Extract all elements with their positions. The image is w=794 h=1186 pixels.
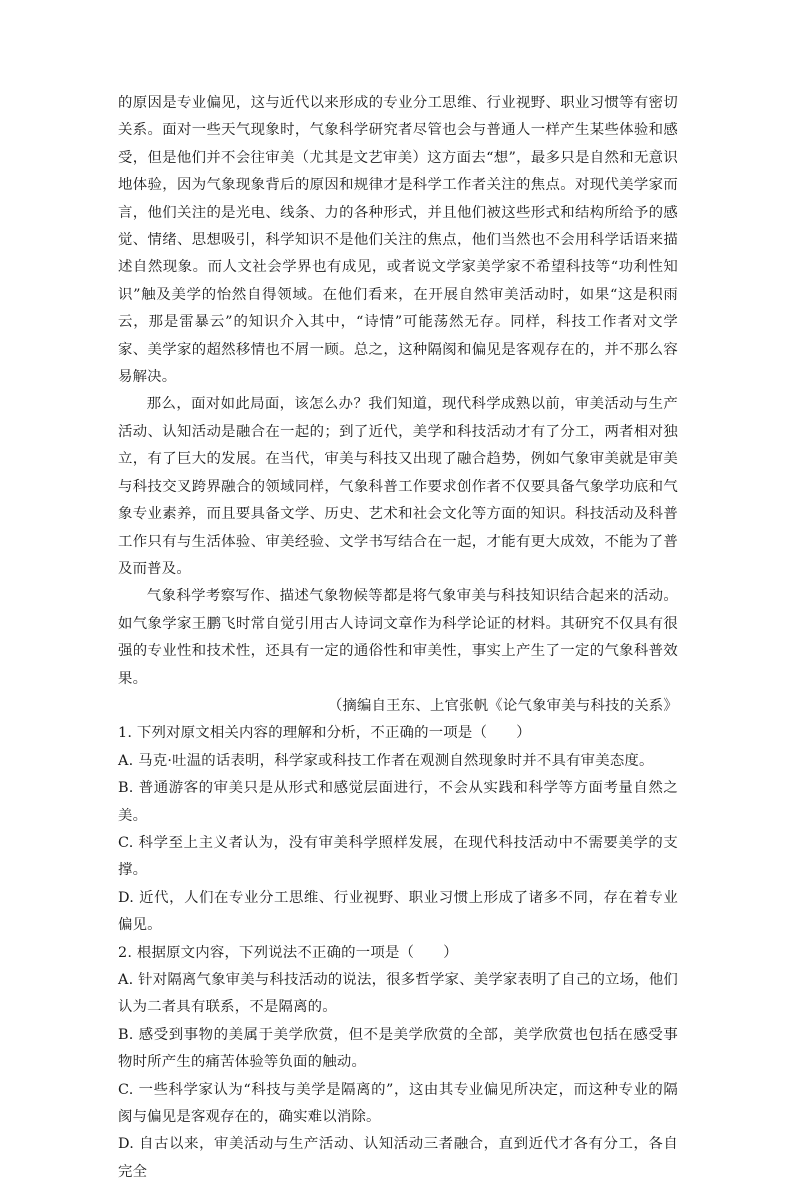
question-1-option-d: D. 近代，人们在专业分工思维、行业视野、职业习惯上形成了诸多不同，存在着专业偏见。 (118, 889, 678, 934)
question-1-option-a: A. 马克·吐温的话表明，科学家或科技工作者在观测自然现象时并不具有审美态度。 (118, 752, 654, 769)
question-2-stem: 2. 根据原文内容，下列说法不正确的一项是（ ） (118, 944, 458, 961)
question-2-option-a: A. 针对隔离气象审美与科技活动的说法，很多哲学家、美学家表明了自己的立场，他们认为二者具有联系，不是隔离的。 (118, 972, 678, 1016)
question-1-option-c: C. 科学至上主义者认为，没有审美科学照样发展，在现代科技活动中不需要美学的支撑。 (118, 834, 678, 879)
question-2-option-d: D. 自古以来，审美活动与生产活动、认知活动三者融合，直到近代才各有分工，各自完全 (118, 1136, 678, 1180)
passage-paragraph-2: 那么，面对如此局面，该怎么办？我们知道，现代科学成熟以前，审美活动与生产活动、认知活动是融合在一起的；到了近代，美学和科技活动才有了分工，两者相对独立，有了巨大的发展。在当代，审美与科技又出现了融合趋势，例如气象审美就是审美与科技交叉跨界融合的领域同样，气象科普工作要求创作者不仅要具备气象学功底和气象专业素养，而且要具备文学、历史、艺术和社会文化等方面的知识。科技活动及科普工作只有与生活体验、审美经验、文学书写结合在一起，才能有更大成效，不能为了普及而普及。 (118, 396, 678, 577)
passage-paragraph-3: 气象科学考察写作、描述气象物候等都是将气象审美与科技知识结合起来的活动。如气象学家王鹏飞时常自觉引用古人诗词文章作为科学论证的材料。其研究不仅具有很强的专业性和技术性，还具有一定的通俗性和审美性，事实上产生了一定的气象科普效果。 (118, 588, 678, 687)
passage-paragraph-1: 的原因是专业偏见，这与近代以来形成的专业分工思维、行业视野、职业习惯等有密切关系。面对一些天气现象时，气象科学研究者尽管也会与普通人一样产生某些体验和感受，但是他们并不会往审美（尤其是文艺审美）这方面去“想”，最多只是自然和无意识地体验，因为气象现象背后的原因和规律才是科学工作者关注的焦点。对现代美学家而言，他们关注的是光电、线条、力的各种形式，并且他们被这些形式和结构所给予的感觉、情绪、思想吸引，科学知识不是他们关注的焦点，他们当然也不会用科学话语来描述自然现象。而人文社会学界也有成见，或者说文学家美学家不希望科技等“功利性知识”触及美学的怡然自得领域。在他们看来，在开展自然审美活动时，如果“这是积雨云，那是雷暴云”的知识介入其中，“诗情”可能荡然无存。同样，科技工作者对文学家、美学家的超然移情也不屑一顾。总之，这种隔阂和偏见是客观存在的，并不那么容易解决。 (118, 95, 678, 386)
question-1-stem: 1. 下列对原文相关内容的理解和分析，不正确的一项是（ ） (118, 725, 531, 742)
question-1-option-b: B. 普通游客的审美只是从形式和感觉层面进行，不会从实践和科学等方面考量自然之美。 (118, 780, 678, 824)
question-2-option-b: B. 感受到事物的美属于美学欣赏，但不是美学欣赏的全部，美学欣赏也包括在感受事物时所产生的痛苦体验等负面的触动。 (118, 1026, 678, 1071)
passage-source: （摘编自王东、上官张帆《论气象审美与科技的关系》 (327, 697, 678, 714)
document-page (118, 90, 678, 1186)
question-2-option-c: C. 一些科学家认为“科技与美学是隔离的”，这由其专业偏见所决定，而这种专业的隔阂与偏见是客观存在的，确实难以消除。 (118, 1081, 678, 1126)
